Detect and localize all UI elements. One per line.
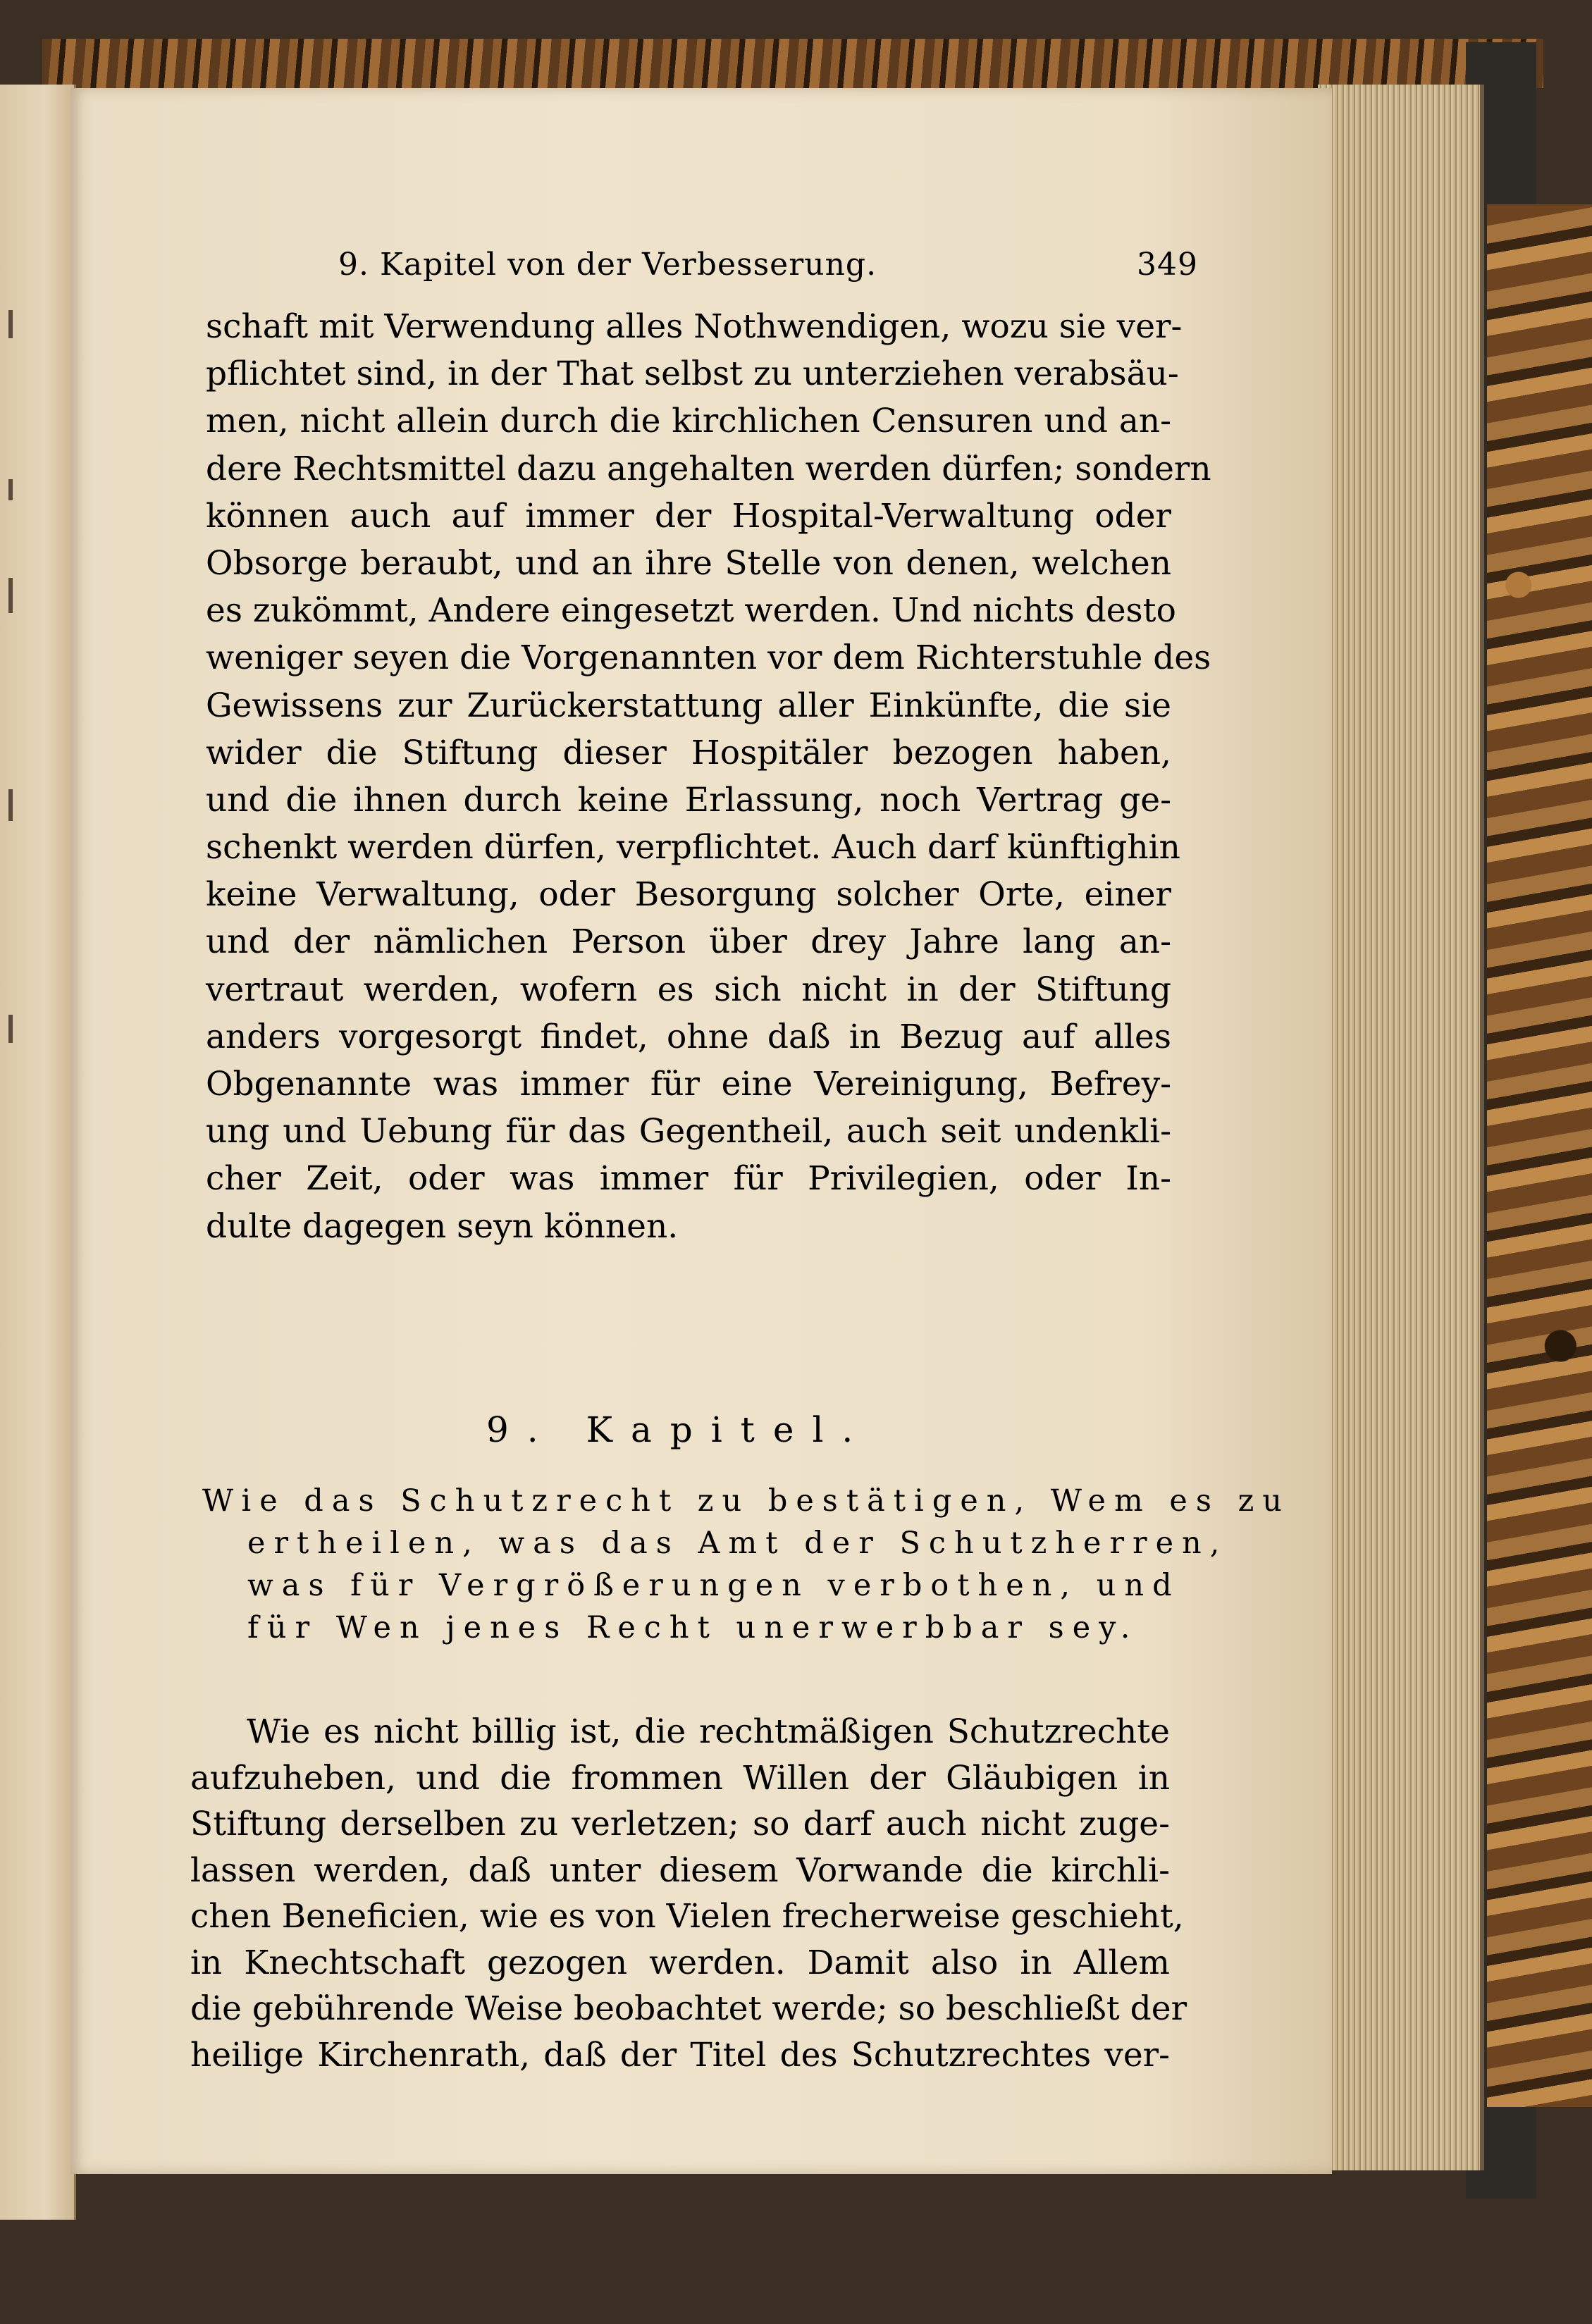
- text-line: Obsorge beraubt, und an ihre Stelle von denen, welchen: [206, 543, 1171, 583]
- text-line: lassen werden, daß unter diesem Vorwande die kirchli-: [190, 1850, 1170, 1890]
- text-line: vertraut werden, wofern es sich nicht in der Stiftung: [206, 970, 1171, 1009]
- ink-mark: [8, 789, 13, 821]
- text-line: dulte dagegen seyn können.: [206, 1206, 679, 1246]
- ink-mark: [8, 1015, 13, 1043]
- marbled-board-top: [42, 39, 1543, 88]
- running-head-title: 9. Kapitel von der Verbesserung.: [338, 247, 877, 283]
- text-line: men, nicht allein durch die kirchlichen Censuren und an-: [206, 402, 1171, 441]
- summary-line: für Wen jenes Recht unerwerbbar sey.: [247, 1610, 1139, 1645]
- summary-line: ertheilen, was das Amt der Schutzherren,: [247, 1526, 1228, 1561]
- chapter-summary: [202, 1480, 1290, 1649]
- text-line: Obgenannte was immer für eine Vereinigung, Befrey-: [206, 1065, 1171, 1104]
- book-page: [70, 88, 1332, 2174]
- text-line: wider die Stiftung dieser Hospitäler bezogen haben,: [206, 733, 1171, 772]
- page-block-edges: [1318, 85, 1484, 2170]
- ink-mark: [8, 310, 13, 338]
- marbled-board-right: [1487, 204, 1592, 2107]
- text-line: dere Rechtsmittel dazu angehalten werden dürfen; sondern: [206, 449, 1211, 488]
- paragraph-chapter-9: [190, 1709, 1187, 2078]
- paragraph-continuation: [206, 303, 1211, 1250]
- page-number: 349: [1137, 247, 1198, 283]
- text-line: Gewissens zur Zurückerstattung aller Einkünfte, die sie: [206, 686, 1171, 725]
- ink-mark: [8, 479, 13, 500]
- text-line: chen Beneficien, wie es von Vielen frecherweise geschieht,: [190, 1897, 1184, 1936]
- text-line: ung und Uebung für das Gegentheil, auch seit undenkli-: [206, 1112, 1171, 1151]
- text-line: es zukömmt, Andere eingesetzt werden. Und nichts desto: [206, 591, 1176, 631]
- text-line: schenkt werden dürfen, verpflichtet. Auch darf künftighin: [206, 828, 1180, 867]
- text-line: schaft mit Verwendung alles Nothwendigen, wozu sie ver-: [206, 307, 1183, 346]
- text-line: pflichtet sind, in der That selbst zu unterziehen verabsäu-: [206, 354, 1179, 394]
- chapter-heading: 9. Kapitel.: [486, 1409, 872, 1450]
- text-line: Stiftung derselben zu verletzen; so darf auch nicht zuge-: [190, 1805, 1170, 1843]
- text-line: anders vorgesorgt findet, ohne daß in Bezug auf alles: [206, 1017, 1171, 1056]
- text-line: weniger seyen die Vorgenannten vor dem Richterstuhle des: [206, 638, 1211, 678]
- text-line: die gebührende Weise beobachtet werde; so beschließt der: [190, 1989, 1187, 2028]
- ink-mark: [8, 578, 13, 613]
- summary-line: was für Vergrößerungen verbothen, und: [247, 1568, 1180, 1603]
- text-line: heilige Kirchenrath, daß der Titel des Schutzrechtes ver-: [190, 2035, 1170, 2075]
- text-line: Wie es nicht billig ist, die rechtmäßigen Schutzrechte: [247, 1712, 1170, 1751]
- summary-line: Wie das Schutzrecht zu bestätigen, Wem es zu: [202, 1483, 1290, 1519]
- text-line: cher Zeit, oder was immer für Privilegien, oder In-: [206, 1159, 1171, 1199]
- text-line: und die ihnen durch keine Erlassung, noch Vertrag ge-: [206, 780, 1171, 820]
- text-line: in Knechtschaft gezogen werden. Damit also in Allem: [190, 1943, 1170, 1982]
- text-line: können auch auf immer der Hospital-Verwaltung oder: [206, 496, 1171, 536]
- left-facing-page: [0, 85, 76, 2220]
- running-head: [338, 247, 1198, 296]
- text-line: aufzuheben, und die frommen Willen der Gläubigen in: [190, 1758, 1170, 1798]
- text-line: und der nämlichen Person über drey Jahre lang an-: [206, 922, 1171, 962]
- text-line: keine Verwaltung, oder Besorgung solcher Orte, einer: [206, 875, 1171, 915]
